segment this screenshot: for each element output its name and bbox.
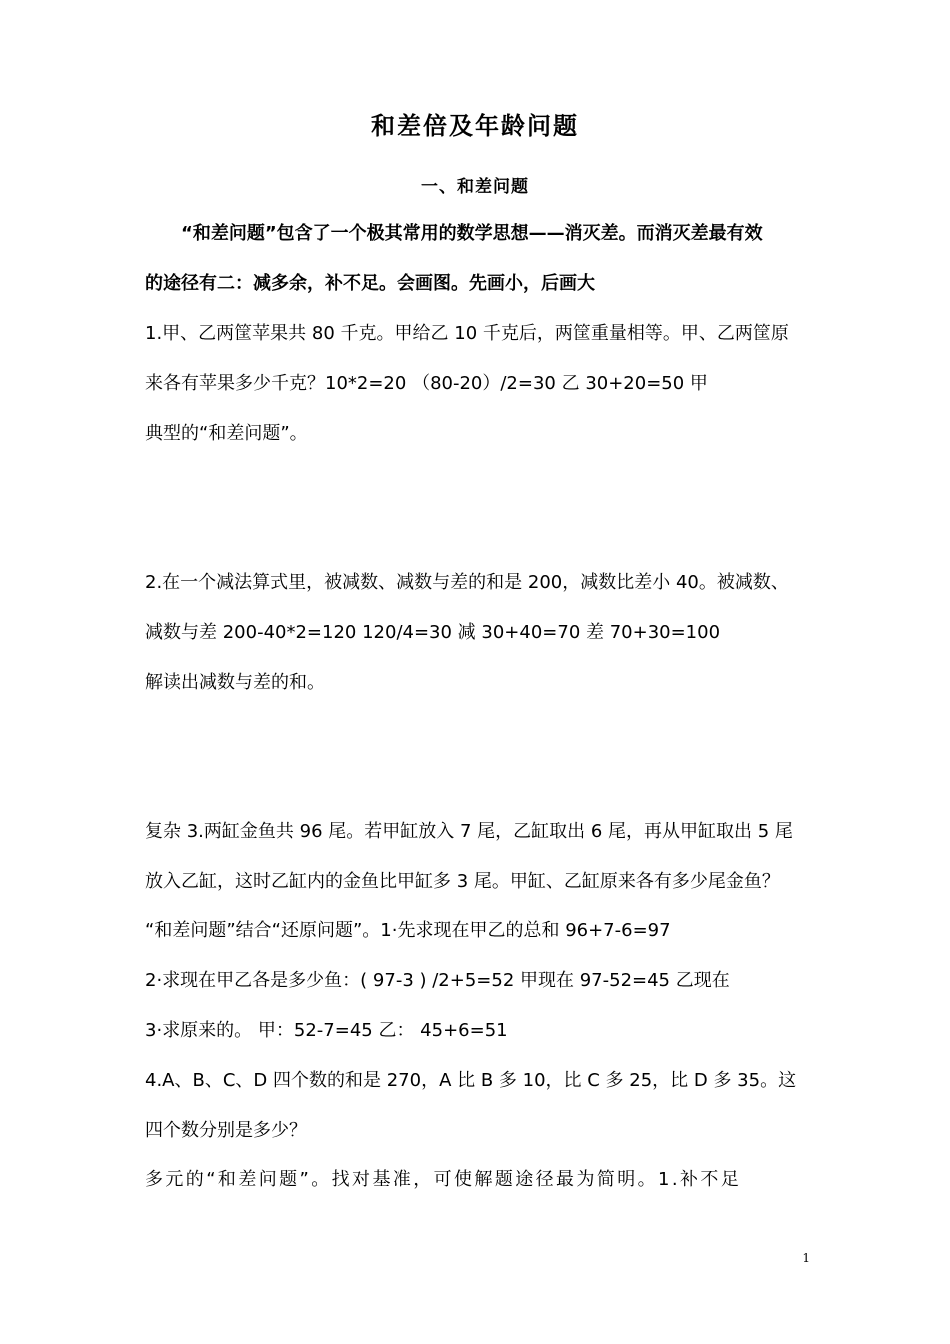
problem-1-line-1: 1.甲、乙两筐苹果共 80 千克。甲给乙 10 千克后，两筐重量相等。甲、乙两筐原 xyxy=(145,323,789,344)
problem-1-note: 典型的“和差问题”。 xyxy=(145,423,308,444)
problem-3-step-3: 3·求原来的。 甲：52-7=45 乙： 45+6=51 xyxy=(145,1020,508,1041)
problem-4-note: 多元的“和差问题”。找对基准，可使解题途径最为简明。1.补不足 xyxy=(145,1169,742,1190)
intro-line-2: 的途径有二：减多余，补不足。会画图。先画小，后画大 xyxy=(145,273,595,294)
problem-3-step-1: “和差问题”结合“还原问题”。1·先求现在甲乙的总和 96+7-6=97 xyxy=(145,920,671,941)
document-title: 和差倍及年龄问题 xyxy=(371,111,579,140)
problem-2-note: 解读出减数与差的和。 xyxy=(145,672,325,693)
intro-line-1: “和差问题”包含了一个极其常用的数学思想——消灭差。而消灭差最有效 xyxy=(181,223,763,244)
section-heading: 一、和差问题 xyxy=(421,177,529,197)
page-number: 1 xyxy=(802,1251,810,1265)
problem-3-line-2: 放入乙缸，这时乙缸内的金鱼比甲缸多 3 尾。甲缸、乙缸原来各有多少尾金鱼？ xyxy=(145,871,780,892)
problem-2-line-1: 2.在一个减法算式里，被减数、减数与差的和是 200，减数比差小 40。被减数、 xyxy=(145,572,789,593)
problem-4-line-2: 四个数分别是多少？ xyxy=(145,1120,307,1141)
problem-1-line-2: 来各有苹果多少千克？10*2=20 （80-20）/2=30 乙 30+20=50 甲 xyxy=(145,373,708,394)
problem-3-step-2: 2·求现在甲乙各是多少鱼：( 97-3 ) /2+5=52 甲现在 97-52=45 乙现在 xyxy=(145,970,730,991)
problem-2-line-2: 减数与差 200-40*2=120 120/4=30 减 30+40=70 差 70+30=100 xyxy=(145,622,721,643)
problem-3-line-1: 复杂 3.两缸金鱼共 96 尾。若甲缸放入 7 尾，乙缸取出 6 尾，再从甲缸取出 5 尾 xyxy=(145,821,793,842)
problem-4-line-1: 4.A、B、C、D 四个数的和是 270，A 比 B 多 10，比 C 多 25，比 D 多 35。这 xyxy=(145,1070,797,1091)
